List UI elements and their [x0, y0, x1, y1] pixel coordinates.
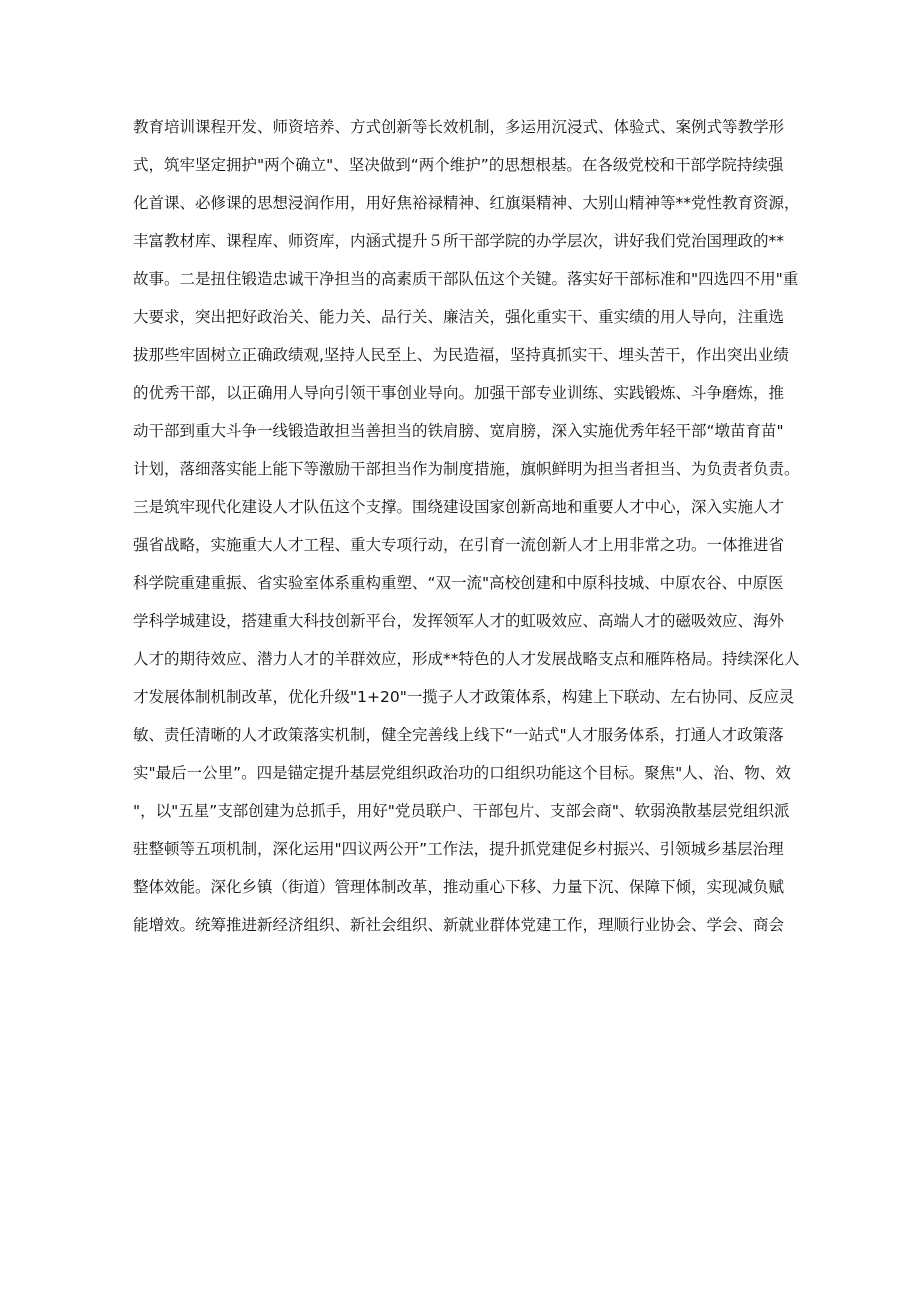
text-line: 整体效能。深化乡镇（街道）管理体制改革，推动重心下移、力量下沉、保障下倾，实现减负赋 [133, 878, 785, 896]
text-line: 能增效。统筹推进新经济组织、新社会组织、新就业群体党建工作，理顺行业协会、学会、商会 [133, 916, 785, 934]
text-line: 实"最后一公里”。四是锚定提升基层党组织政治功的口组织功能这个目标。聚焦"人、治、物、效 [133, 764, 791, 782]
text-line: 才发展体制机制改革，优化升级"1+20"一揽子人才政策体系，构建上下联动、左右协同、反应灵 [133, 688, 795, 706]
text-line: 人才的期待效应、潜力人才的羊群效应，形成**特色的人才发展战略支点和雁阵格局。持续深化人 [133, 650, 800, 668]
text-line: 学科学城建设，搭建重大科技创新平台，发挥领军人才的虹吸效应、高端人才的磁吸效应、海外 [133, 612, 785, 630]
text-line: 大要求，突出把好政治关、能力关、品行关、廉洁关，强化重实干、重实绩的用人导向，注重选 [133, 308, 785, 326]
text-line: 式，筑牢坚定拥护"两个确立"、坚决做到“两个维护”的思想根基。在各级党校和干部学院持续强 [133, 156, 784, 174]
text-line: 故事。二是扭住锻造忠诚干净担当的高素质干部队伍这个关键。落实好干部标准和"四选四不用"重 [133, 270, 799, 288]
text-line: 驻整顿等五项机制，深化运用"四议两公开”工作法，提升抓党建促乡村振兴、引领城乡基层治理 [133, 840, 784, 858]
text-line: 教育培训课程开发、师资培养、方式创新等长效机制，多运用沉浸式、体验式、案例式等教学形 [133, 118, 785, 136]
text-line: 科学院重建重振、省实验室体系重构重塑、“双一流"高校创建和中原科技城、中原农谷、中原医 [133, 574, 784, 592]
text-line: 强省战略，实施重大人才工程、重大专项行动，在引育一流创新人才上用非常之功。一体推进省 [133, 536, 785, 554]
text-line: 三是筑牢现代化建设人才队伍这个支撑。围绕建设国家创新高地和重要人才中心，深入实施人才 [133, 498, 785, 516]
text-line: 计划，落细落实能上能下等激励干部担当作为制度措施，旗帜鲜明为担当者担当、为负责者负责。 [133, 460, 800, 478]
text-line: 的优秀干部，以正确用人导向引领干事创业导向。加强干部专业训练、实践锻炼、斗争磨炼，推 [133, 384, 785, 402]
text-line: 拔那些牢固树立正确政绩观,坚持人民至上、为民造福，坚持真抓实干、埋头苦干，作出突出业绩 [133, 346, 789, 364]
text-line: 敏、责任清晰的人才政策落实机制，健全完善线上线下“一站式"人才服务体系，打通人才政策落 [133, 726, 784, 744]
text-line: 化首课、必修课的思想浸润作用，用好焦裕禄精神、红旗渠精神、大别山精神等**党性教育资源， [133, 194, 800, 212]
text-line: 丰富教材库、课程库、师资库，内涵式提升５所干部学院的办学层次，讲好我们党治国理政的** [133, 232, 785, 250]
text-line: 动干部到重大斗争一线锻造敢担当善担当的铁肩膀、宽肩膀，深入实施优秀年轻干部“墩苗育苗" [133, 422, 784, 440]
text-line: "，以"五星”支部创建为总抓手，用好"党员联户、干部包片、支部会商"、软弱涣散基层党组织派 [133, 802, 790, 820]
